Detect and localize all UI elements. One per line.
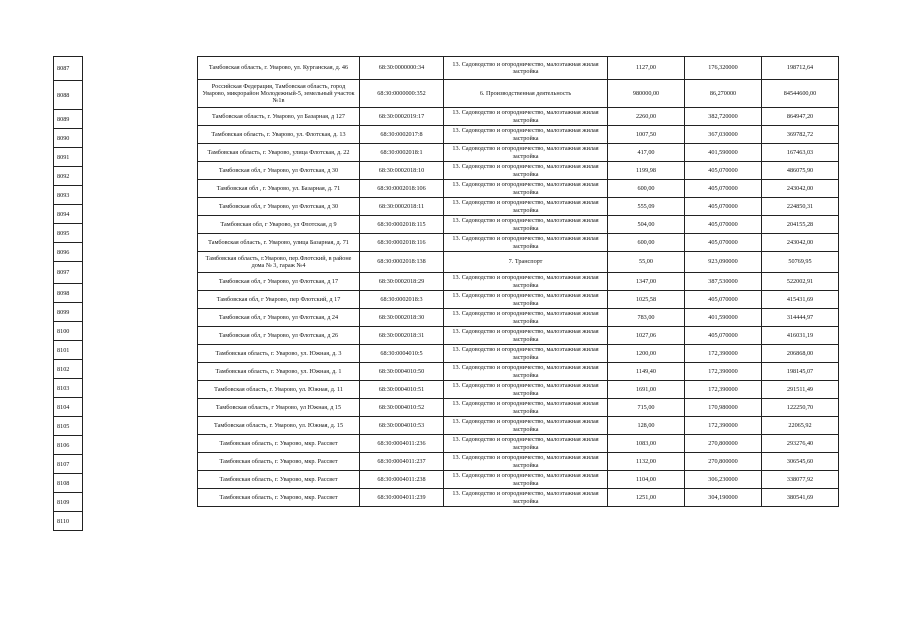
cadastral-number-cell: 68:30:0002017:8 <box>360 126 444 144</box>
row-number-cell: 8100 <box>54 322 83 341</box>
specific-value-cell: 367,030000 <box>685 126 762 144</box>
row-number-row <box>54 81 83 110</box>
address-cell: Российская Федерация, Тамбовская область, город Уварово, микрорайон Молодежный-5, земельный участок №1в <box>198 80 360 108</box>
area-cell: 504,00 <box>608 216 685 234</box>
table-row <box>198 216 839 234</box>
cadastral-value-cell: 206868,00 <box>762 345 839 363</box>
permitted-use-cell: 13. Садоводство и огородничество, малоэтажная жилая застройка <box>444 198 608 216</box>
permitted-use-cell: 13. Садоводство и огородничество, малоэтажная жилая застройка <box>444 162 608 180</box>
cadastral-number-cell: 68:30:0002018:11 <box>360 198 444 216</box>
area-cell: 555,09 <box>608 198 685 216</box>
row-number-row <box>54 186 83 205</box>
cadastral-value-cell: 122250,70 <box>762 399 839 417</box>
address-cell: Тамбовская область, г. Уварово, мкр. Рассвет <box>198 471 360 489</box>
cadastral-value-cell: 198145,07 <box>762 363 839 381</box>
cadastral-number-cell: 68:30:0002018:138 <box>360 252 444 273</box>
row-number-row <box>54 493 83 512</box>
row-number-cell: 8104 <box>54 398 83 417</box>
table-row <box>198 435 839 453</box>
cadastral-number-cell: 68:30:0004011:236 <box>360 435 444 453</box>
specific-value-cell: 401,590000 <box>685 144 762 162</box>
specific-value-cell: 405,070000 <box>685 291 762 309</box>
address-cell: Тамбовская область, г. Уварово, мкр. Рассвет <box>198 453 360 471</box>
address-cell: Тамбовская область, г. Уварово, улица Флотская, д. 22 <box>198 144 360 162</box>
cadastral-value-cell: 243042,00 <box>762 180 839 198</box>
row-number-row <box>54 167 83 186</box>
row-number-row <box>54 417 83 436</box>
permitted-use-cell: 13. Садоводство и огородничество, малоэтажная жилая застройка <box>444 471 608 489</box>
row-number-row <box>54 243 83 262</box>
area-cell: 1007,50 <box>608 126 685 144</box>
row-number-row <box>54 57 83 81</box>
cadastral-value-cell: 291511,49 <box>762 381 839 399</box>
table-row <box>198 234 839 252</box>
cadastral-number-cell: 68:30:0002018:115 <box>360 216 444 234</box>
area-cell: 1025,58 <box>608 291 685 309</box>
row-number-row <box>54 474 83 493</box>
cadastral-value-cell: 380541,69 <box>762 489 839 507</box>
address-cell: Тамбовская обл, г Уварово, ул Флотская, д 26 <box>198 327 360 345</box>
address-cell: Тамбовская область, г. Уварово, улица Базарная, д. 71 <box>198 234 360 252</box>
row-number-cell: 8108 <box>54 474 83 493</box>
address-cell: Тамбовская обл, г Уварово, ул Флотская, д 17 <box>198 273 360 291</box>
row-number-row <box>54 379 83 398</box>
permitted-use-cell: 13. Садоводство и огородничество, малоэтажная жилая застройка <box>444 363 608 381</box>
cadastral-value-cell: 293276,40 <box>762 435 839 453</box>
specific-value-cell: 172,390000 <box>685 381 762 399</box>
row-number-cell: 8094 <box>54 205 83 224</box>
specific-value-cell: 405,070000 <box>685 234 762 252</box>
cadastral-value-cell: 486075,90 <box>762 162 839 180</box>
table-row <box>198 57 839 80</box>
cadastral-number-cell: 68:30:0002018:30 <box>360 309 444 327</box>
address-cell: Тамбовская обл, г Уварово, ул Флотская, д 9 <box>198 216 360 234</box>
specific-value-cell: 306,230000 <box>685 471 762 489</box>
cadastral-number-cell: 68:30:0004010:53 <box>360 417 444 435</box>
cadastral-value-cell: 204155,28 <box>762 216 839 234</box>
row-number-cell: 8096 <box>54 243 83 262</box>
cadastral-number-cell: 68:30:0002018:116 <box>360 234 444 252</box>
table-row <box>198 273 839 291</box>
address-cell: Тамбовская область, г. Уварово, ул. Южная, д. 1 <box>198 363 360 381</box>
table-row <box>198 180 839 198</box>
table-row <box>198 108 839 126</box>
table-row <box>198 252 839 273</box>
cadastral-value-cell: 50769,95 <box>762 252 839 273</box>
cadastral-number-cell: 68:30:0004010:50 <box>360 363 444 381</box>
row-number-row <box>54 398 83 417</box>
cadastral-value-cell: 198712,64 <box>762 57 839 80</box>
row-number-row <box>54 303 83 322</box>
row-number-cell: 8107 <box>54 455 83 474</box>
specific-value-cell: 387,530000 <box>685 273 762 291</box>
cadastral-number-cell: 68:30:0000000:34 <box>360 57 444 80</box>
row-number-cell: 8102 <box>54 360 83 379</box>
cadastral-value-cell: 369782,72 <box>762 126 839 144</box>
specific-value-cell: 86,270000 <box>685 80 762 108</box>
address-cell: Тамбовская область, г. Уварово, ул. Южная, д. 15 <box>198 417 360 435</box>
table-row <box>198 345 839 363</box>
permitted-use-cell: 13. Садоводство и огородничество, малоэтажная жилая застройка <box>444 417 608 435</box>
specific-value-cell: 172,390000 <box>685 363 762 381</box>
specific-value-cell: 405,070000 <box>685 180 762 198</box>
row-number-cell: 8088 <box>54 81 83 110</box>
row-number-row <box>54 205 83 224</box>
address-cell: Тамбовская обл, г Уварово, ул Флотская, д 30 <box>198 198 360 216</box>
specific-value-cell: 170,980000 <box>685 399 762 417</box>
specific-value-cell: 270,800000 <box>685 435 762 453</box>
area-cell: 1027,06 <box>608 327 685 345</box>
area-cell: 1132,00 <box>608 453 685 471</box>
address-cell: Тамбовская область, г Уварово, ул Южная, д 15 <box>198 399 360 417</box>
area-cell: 1691,00 <box>608 381 685 399</box>
cadastral-number-cell: 68:30:0004010:52 <box>360 399 444 417</box>
row-number-cell: 8090 <box>54 129 83 148</box>
cadastral-value-cell: 864947,20 <box>762 108 839 126</box>
cadastral-number-cell: 68:30:0004011:238 <box>360 471 444 489</box>
permitted-use-cell: 13. Садоводство и огородничество, малоэтажная жилая застройка <box>444 126 608 144</box>
cadastral-number-cell: 68:30:0002018:29 <box>360 273 444 291</box>
cadastral-value-cell: 224850,31 <box>762 198 839 216</box>
row-number-cell: 8095 <box>54 224 83 243</box>
area-cell: 600,00 <box>608 234 685 252</box>
land-plots-table <box>197 56 839 507</box>
table-row <box>198 291 839 309</box>
row-number-row <box>54 110 83 129</box>
area-cell: 1127,00 <box>608 57 685 80</box>
row-number-row <box>54 341 83 360</box>
table-row <box>198 162 839 180</box>
address-cell: Тамбовская область, г.Уварово, пер.Флотский, в районе дома № 3, гараж №4 <box>198 252 360 273</box>
row-number-cell: 8098 <box>54 284 83 303</box>
permitted-use-cell: 13. Садоводство и огородничество, малоэтажная жилая застройка <box>444 234 608 252</box>
area-cell: 1200,00 <box>608 345 685 363</box>
area-cell: 128,00 <box>608 417 685 435</box>
table-row <box>198 381 839 399</box>
table-row <box>198 489 839 507</box>
row-number-cell: 8110 <box>54 512 83 531</box>
row-number-cell: 8097 <box>54 262 83 284</box>
area-cell: 715,00 <box>608 399 685 417</box>
address-cell: Тамбовская область, г. Уварово, ул. Флотская, д. 13 <box>198 126 360 144</box>
row-number-cell: 8092 <box>54 167 83 186</box>
area-cell: 1083,00 <box>608 435 685 453</box>
address-cell: Тамбовская обл, г Уварово, ул Флотская, д 30 <box>198 162 360 180</box>
permitted-use-cell: 13. Садоводство и огородничество, малоэтажная жилая застройка <box>444 273 608 291</box>
permitted-use-cell: 13. Садоводство и огородничество, малоэтажная жилая застройка <box>444 57 608 80</box>
table-row <box>198 399 839 417</box>
address-cell: Тамбовская область, г. Уварово, ул. Курганская, д. 46 <box>198 57 360 80</box>
address-cell: Тамбовская область, г. Уварово, ул. Южная, д. 11 <box>198 381 360 399</box>
table-row <box>198 471 839 489</box>
cadastral-number-cell: 68:30:0002018:1 <box>360 144 444 162</box>
address-cell: Тамбовская область, г. Уварово, ул Базарная, д 127 <box>198 108 360 126</box>
area-cell: 417,00 <box>608 144 685 162</box>
specific-value-cell: 405,070000 <box>685 162 762 180</box>
cadastral-value-cell: 416031,19 <box>762 327 839 345</box>
area-cell: 980000,00 <box>608 80 685 108</box>
cadastral-number-cell: 68:30:0000000:352 <box>360 80 444 108</box>
address-cell: Тамбовская обл, г Уварово, ул Флотская, д 24 <box>198 309 360 327</box>
permitted-use-cell: 13. Садоводство и огородничество, малоэтажная жилая застройка <box>444 108 608 126</box>
cadastral-value-cell: 522002,91 <box>762 273 839 291</box>
area-cell: 1104,00 <box>608 471 685 489</box>
row-number-cell: 8089 <box>54 110 83 129</box>
row-number-cell: 8099 <box>54 303 83 322</box>
area-cell: 1347,00 <box>608 273 685 291</box>
cadastral-value-cell: 243042,00 <box>762 234 839 252</box>
permitted-use-cell: 13. Садоводство и огородничество, малоэтажная жилая застройка <box>444 399 608 417</box>
address-cell: Тамбовская обл , г. Уварово, ул. Базарная, д. 71 <box>198 180 360 198</box>
specific-value-cell: 923,090000 <box>685 252 762 273</box>
permitted-use-cell: 6. Производственная деятельность <box>444 80 608 108</box>
row-number-row <box>54 436 83 455</box>
cadastral-value-cell: 84544600,00 <box>762 80 839 108</box>
permitted-use-cell: 13. Садоводство и огородничество, малоэтажная жилая застройка <box>444 381 608 399</box>
permitted-use-cell: 13. Садоводство и огородничество, малоэтажная жилая застройка <box>444 435 608 453</box>
row-number-cell: 8101 <box>54 341 83 360</box>
row-number-cell: 8103 <box>54 379 83 398</box>
cadastral-number-cell: 68:30:0002018:10 <box>360 162 444 180</box>
cadastral-value-cell: 338077,92 <box>762 471 839 489</box>
specific-value-cell: 270,800000 <box>685 453 762 471</box>
specific-value-cell: 405,070000 <box>685 198 762 216</box>
permitted-use-cell: 13. Садоводство и огородничество, малоэтажная жилая застройка <box>444 327 608 345</box>
table-row <box>198 327 839 345</box>
table-row <box>198 198 839 216</box>
specific-value-cell: 304,190000 <box>685 489 762 507</box>
table-row <box>198 363 839 381</box>
row-number-row <box>54 455 83 474</box>
address-cell: Тамбовская обл, г Уварово, пер Флотский, д 17 <box>198 291 360 309</box>
specific-value-cell: 401,590000 <box>685 309 762 327</box>
specific-value-cell: 405,070000 <box>685 216 762 234</box>
permitted-use-cell: 13. Садоводство и огородничество, малоэтажная жилая застройка <box>444 291 608 309</box>
cadastral-number-cell: 68:30:0004011:237 <box>360 453 444 471</box>
table-row <box>198 453 839 471</box>
cadastral-value-cell: 167463,03 <box>762 144 839 162</box>
table-row <box>198 126 839 144</box>
row-number-cell: 8091 <box>54 148 83 167</box>
area-cell: 600,00 <box>608 180 685 198</box>
cadastral-value-cell: 22065,92 <box>762 417 839 435</box>
permitted-use-cell: 13. Садоводство и огородничество, малоэтажная жилая застройка <box>444 216 608 234</box>
table-row <box>198 144 839 162</box>
row-number-cell: 8105 <box>54 417 83 436</box>
specific-value-cell: 405,070000 <box>685 327 762 345</box>
permitted-use-cell: 13. Садоводство и огородничество, малоэтажная жилая застройка <box>444 144 608 162</box>
row-number-row <box>54 262 83 284</box>
cadastral-number-cell: 68:30:0002018:3 <box>360 291 444 309</box>
cadastral-number-cell: 68:30:0004011:239 <box>360 489 444 507</box>
area-cell: 1199,98 <box>608 162 685 180</box>
specific-value-cell: 176,320000 <box>685 57 762 80</box>
area-cell: 1149,40 <box>608 363 685 381</box>
address-cell: Тамбовская область, г. Уварово, мкр. Рассвет <box>198 435 360 453</box>
specific-value-cell: 382,720000 <box>685 108 762 126</box>
cadastral-number-cell: 68:30:0002019:17 <box>360 108 444 126</box>
cadastral-number-cell: 68:30:0002018:31 <box>360 327 444 345</box>
row-number-row <box>54 284 83 303</box>
row-number-row <box>54 360 83 379</box>
cadastral-value-cell: 314444,97 <box>762 309 839 327</box>
row-number-cell: 8109 <box>54 493 83 512</box>
cadastral-value-cell: 415431,69 <box>762 291 839 309</box>
row-number-row <box>54 224 83 243</box>
specific-value-cell: 172,390000 <box>685 345 762 363</box>
area-cell: 1251,00 <box>608 489 685 507</box>
address-cell: Тамбовская область, г. Уварово, мкр. Рассвет <box>198 489 360 507</box>
cadastral-number-cell: 68:30:0002018:106 <box>360 180 444 198</box>
row-number-row <box>54 322 83 341</box>
table-row <box>198 309 839 327</box>
permitted-use-cell: 13. Садоводство и огородничество, малоэтажная жилая застройка <box>444 180 608 198</box>
permitted-use-cell: 13. Садоводство и огородничество, малоэтажная жилая застройка <box>444 489 608 507</box>
permitted-use-cell: 7. Транспорт <box>444 252 608 273</box>
row-number-cell: 8087 <box>54 57 83 81</box>
area-cell: 2260,00 <box>608 108 685 126</box>
area-cell: 783,00 <box>608 309 685 327</box>
row-number-cell: 8106 <box>54 436 83 455</box>
permitted-use-cell: 13. Садоводство и огородничество, малоэтажная жилая застройка <box>444 453 608 471</box>
cadastral-number-cell: 68:30:0004010:5 <box>360 345 444 363</box>
table-row <box>198 417 839 435</box>
address-cell: Тамбовская область, г. Уварово, ул. Южная, д. 3 <box>198 345 360 363</box>
row-number-column <box>53 56 83 531</box>
table-row <box>198 80 839 108</box>
cadastral-number-cell: 68:30:0004010:51 <box>360 381 444 399</box>
row-number-row <box>54 148 83 167</box>
cadastral-value-cell: 306545,60 <box>762 453 839 471</box>
area-cell: 55,00 <box>608 252 685 273</box>
permitted-use-cell: 13. Садоводство и огородничество, малоэтажная жилая застройка <box>444 345 608 363</box>
permitted-use-cell: 13. Садоводство и огородничество, малоэтажная жилая застройка <box>444 309 608 327</box>
row-number-row <box>54 129 83 148</box>
row-number-cell: 8093 <box>54 186 83 205</box>
row-number-row <box>54 512 83 531</box>
specific-value-cell: 172,390000 <box>685 417 762 435</box>
